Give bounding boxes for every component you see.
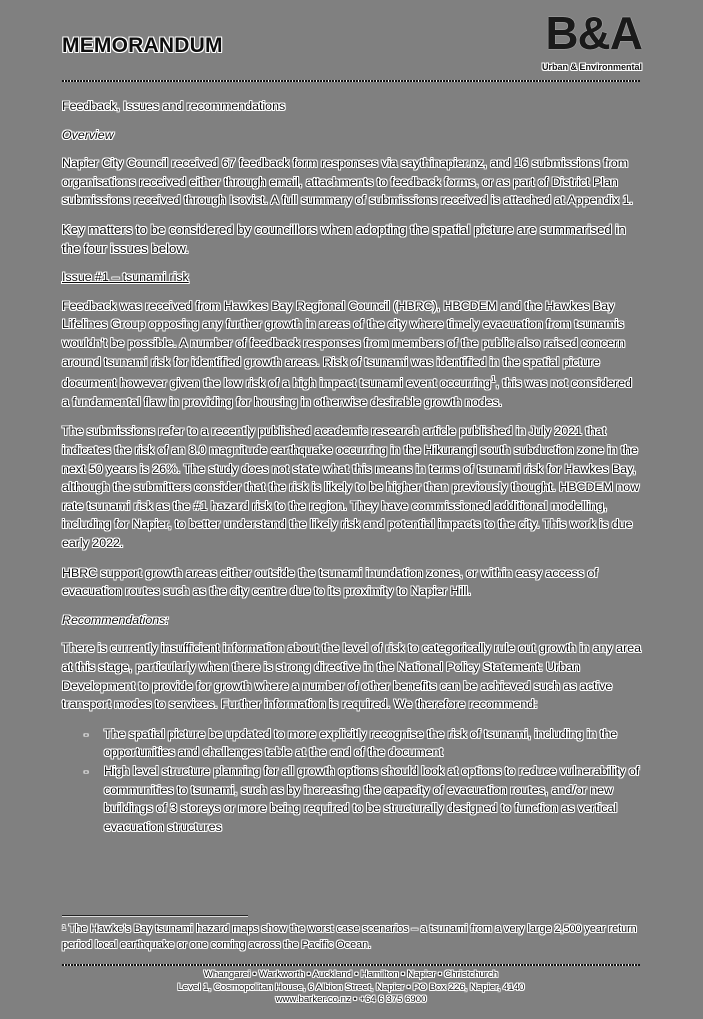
issue-paragraph-1: Feedback was received from Hawkes Bay Regional Council (HBRC), HBCDEM and the Hawkes Bay Lifelines Group opposing any further growth in areas of the city where timely evacuation from tsunamis wouldn't be possible. A number of feedback responses from members of the public also raised concern around tsunami risk for identified growth areas. Risk of tsunami was identified in the spatial picture document however given the low risk of a high impact tsunami event occurring$^1$, this was not considered a fundamental flaw in providing for housing in otherwise desirable growth nodes. xyxy=(62,298,632,409)
recommendation-item: - High level structure planning for all growth options should look at options to reduce vulnerability of communities to tsunami, such as by increasing the capacity of evacuation routes, and/or new buildings of 3 storeys or more being required to be structurally designed to function as vertical evacuation structures xyxy=(84,763,640,834)
footnote-divider xyxy=(62,915,248,916)
overview-heading: Overview xyxy=(62,127,114,142)
footer-address: Level 1, Cosmopolitan House, 6 Albion Street, Napier • PO Box 226, Napier, 4140 xyxy=(177,981,525,993)
recommendation-item: - The spatial picture be updated to more explicitly recognise the risk of tsunami, including in the opportunities and challenges table at the end of the document xyxy=(84,726,618,760)
section-heading: Feedback, Issues and recommendations xyxy=(62,99,286,113)
page-title: MEMORANDUM xyxy=(62,34,223,57)
header-divider xyxy=(62,80,640,82)
footnote xyxy=(62,921,642,953)
footer-contact[interactable]: www.barker.co.nz • +64 6 375 6900 xyxy=(275,994,427,1005)
footnote-text: The Hawke's Bay tsunami hazard maps show the worst case scenarios – a tsunami from a very large 2,500 year return period local earthquake or one coming across the Pacific Ocean. xyxy=(62,923,637,951)
logo-subtitle: Urban & Environmental xyxy=(541,62,642,72)
memo-body xyxy=(62,97,642,836)
recommendations-list xyxy=(62,725,642,837)
issue-paragraph-3: HBRC support growth areas either outside the tsunami inundation zones, or within easy access of evacuation routes such as the city centre due to its proximity to Napier Hill. xyxy=(62,565,598,599)
recommendations-intro: There is currently insufficient information about the level of risk to categorically rule out growth in any area at this stage, particularly when there is strong directive in the National Policy Statement: Urban Development to provide for growth where a number of other benefits can be achieved such as active transport modes to services. Further information is required. We therefore recommend: xyxy=(62,641,641,712)
logo-mark: B&A xyxy=(545,7,642,59)
overview-paragraph-1: Napier City Council received 67 feedback form responses via saythinapier.nz, and 16 submissions from organisations received either through email, attachments to feedback forms, or as part of District Plan submissions received through Isovist. A full summary of submissions received is attached at Appendix 1. xyxy=(62,156,633,208)
footnote-ref[interactable]: 1 xyxy=(491,375,496,385)
overview-paragraph-2: Key matters to be considered by councillors when adopting the spatial picture are summarised in the four issues below. xyxy=(62,221,626,256)
bullet-dash: - xyxy=(84,763,89,778)
footnote-number: 1 xyxy=(62,925,66,932)
page-footer xyxy=(62,969,640,1007)
issue-paragraph-2: The submissions refer to a recently published academic research article published in July 2021 that indicates the risk of an 8.0 magnitude earthquake occurring in the Hikurangi south subduction zone in the next 50 years is 26%. The study does not state what this means in terms of tsunami risk for Hawkes Bay, although the submitters consider that the risk is likely to be higher than previously thought. HBCDEM now rate tsunami risk as the #1 hazard risk to the region. They have commissioned additional modelling, including for Napier, to better understand the likely risk and potential impacts to the city. This work is due early 2022. xyxy=(62,424,640,550)
recommendations-heading: Recommendations: xyxy=(62,612,169,627)
bullet-dash: - xyxy=(84,726,89,741)
issue-heading: Issue #1 – tsunami risk xyxy=(62,270,189,285)
company-logo xyxy=(530,7,642,72)
footer-offices: Whangarei • Warkworth • Auckland • Hamilton • Napier • Christchurch xyxy=(203,969,499,980)
footer-divider xyxy=(62,964,640,966)
